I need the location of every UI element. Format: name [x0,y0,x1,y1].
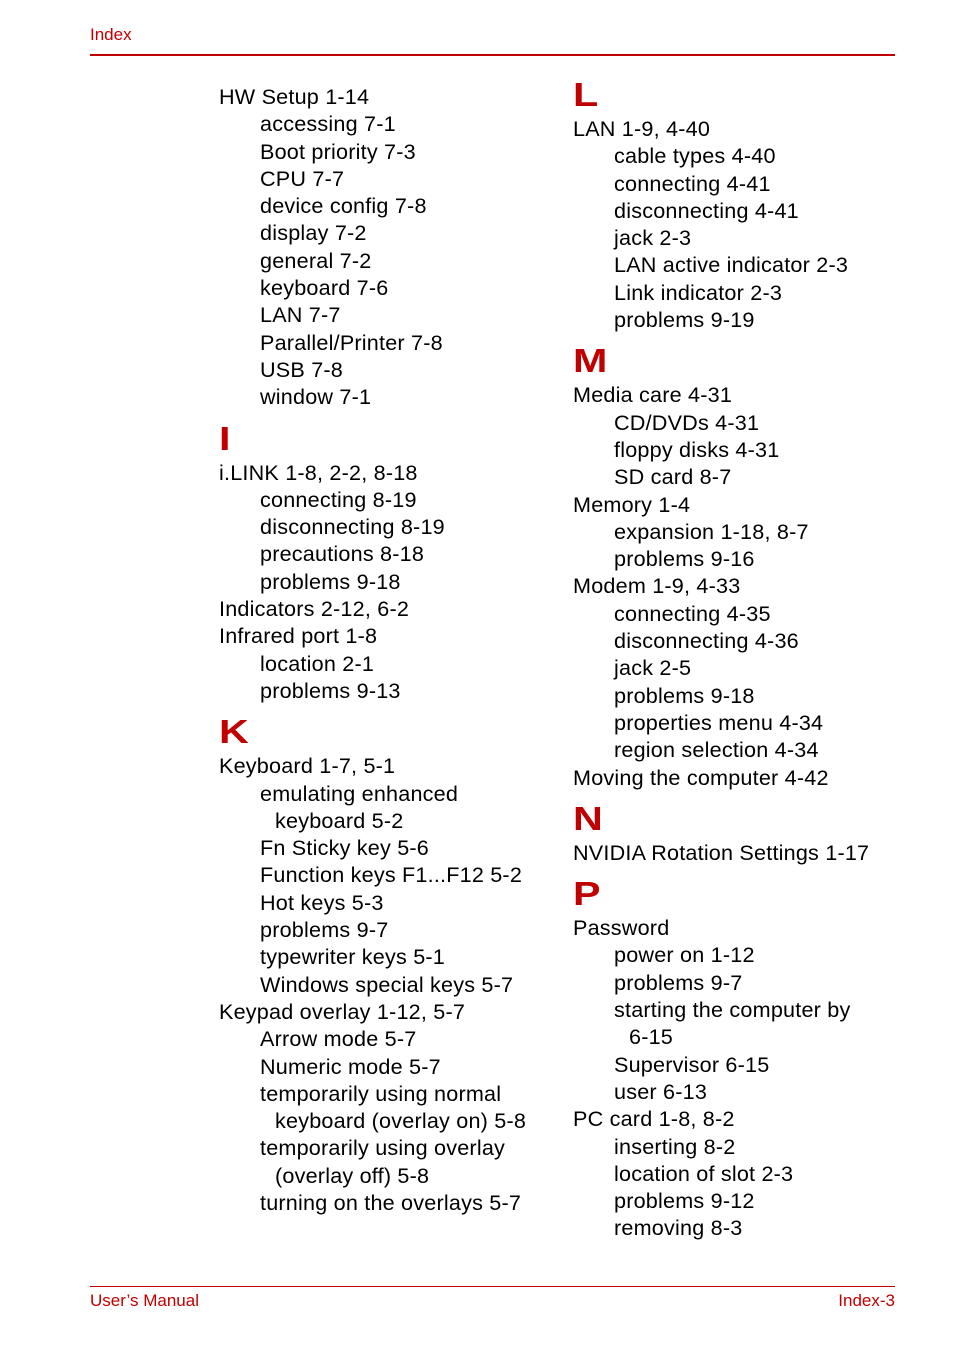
index-subentry: problems 9-12 [614,1188,755,1214]
index-subentry: Function keys F1...F12 5-2 [260,862,523,888]
index-subentry: Boot priority 7-3 [260,138,416,164]
index-subentry: keyboard 5-2 [275,807,404,833]
section-letter: I [219,419,231,457]
index-subentry: inserting 8-2 [614,1133,736,1159]
index-subentry: user 6-13 [614,1078,708,1104]
index-entry: Media care 4-31 [573,382,733,408]
index-subentry: power on 1-12 [614,942,755,968]
index-subentry: disconnecting 4-41 [614,197,799,223]
index-subentry: problems 9-16 [614,546,755,572]
index-entry: Moving the computer 4-42 [573,764,829,790]
footer-rule [90,1286,895,1287]
index-entry: Password [573,915,670,941]
index-subentry: 6-15 [629,1024,674,1050]
index-subentry: LAN active indicator 2-3 [614,252,849,278]
index-subentry: jack 2-5 [614,655,692,681]
index-entry: Memory 1-4 [573,491,691,517]
index-subentry: typewriter keys 5-1 [260,944,446,970]
index-subentry: device config 7-8 [260,193,427,219]
index-subentry: removing 8-3 [614,1215,743,1241]
index-subentry: disconnecting 8-19 [260,514,445,540]
index-subentry: CPU 7-7 [260,165,345,191]
index-subentry: problems 9-7 [260,917,389,943]
index-subentry: connecting 4-35 [614,600,771,626]
index-subentry: USB 7-8 [260,356,344,382]
index-column-left [219,83,559,1216]
index-subentry: expansion 1-18, 8-7 [614,518,809,544]
index-subentry: location of slot 2-3 [614,1160,794,1186]
index-subentry: Arrow mode 5-7 [260,1026,417,1052]
running-header: Index [90,25,132,44]
index-entry: Infrared port 1-8 [219,623,378,649]
index-entry: Modem 1-9, 4-33 [573,573,741,599]
index-subentry: starting the computer by [614,997,851,1023]
section-letter: N [573,799,603,837]
index-subentry: temporarily using normal [260,1080,502,1106]
index-subentry: cable types 4-40 [614,143,776,169]
index-entry: Indicators 2-12, 6-2 [219,596,410,622]
footer-page-number: Index-3 [838,1291,895,1310]
index-subentry: Parallel/Printer 7-8 [260,329,443,355]
section-letter: P [573,875,601,913]
index-subentry: window 7-1 [260,384,372,410]
index-subentry: problems 9-19 [614,307,755,333]
index-entry: i.LINK 1-8, 2-2, 8-18 [219,459,418,485]
index-subentry: location 2-1 [260,650,375,676]
index-subentry: problems 9-18 [260,568,401,594]
index-subentry: floppy disks 4-31 [614,436,780,462]
index-subentry: LAN 7-7 [260,302,341,328]
index-subentry: general 7-2 [260,247,372,273]
index-subentry: Hot keys 5-3 [260,889,384,915]
index-subentry: SD card 8-7 [614,464,732,490]
index-entry: LAN 1-9, 4-40 [573,116,711,141]
index-subentry: connecting 8-19 [260,486,417,512]
index-subentry: Fn Sticky key 5-6 [260,835,430,861]
index-subentry: display 7-2 [260,220,367,246]
footer-manual-title: User’s Manual [90,1291,199,1310]
index-subentry: connecting 4-41 [614,170,771,196]
index-entry: NVIDIA Rotation Settings 1-17 [573,839,870,865]
index-entry: PC card 1-8, 8-2 [573,1106,735,1132]
index-subentry: disconnecting 4-36 [614,628,799,654]
index-subentry: temporarily using overlay [260,1135,506,1161]
index-subentry: Link indicator 2-3 [614,279,783,305]
index-subentry: problems 9-18 [614,682,755,708]
index-subentry: problems 9-7 [614,969,743,995]
index-subentry: keyboard 7-6 [260,275,389,301]
index-subentry: jack 2-3 [614,225,692,251]
index-subentry: problems 9-13 [260,677,401,703]
index-entry: Keypad overlay 1-12, 5-7 [219,998,466,1024]
section-letter: L [573,76,599,113]
index-subentry: Supervisor 6-15 [614,1051,770,1077]
index-subentry: turning on the overlays 5-7 [260,1189,522,1215]
section-letter: M [573,342,608,380]
index-entry: HW Setup 1-14 [219,84,370,109]
index-subentry: properties menu 4-34 [614,709,824,735]
index-subentry: CD/DVDs 4-31 [614,409,760,435]
index-subentry: Numeric mode 5-7 [260,1053,441,1079]
index-entry: Keyboard 1-7, 5-1 [219,753,396,779]
header-rule [90,54,895,56]
index-subentry: precautions 8-18 [260,541,425,567]
section-letter: K [219,713,249,751]
index-subentry: accessing 7-1 [260,111,396,137]
index-subentry: region selection 4-34 [614,737,819,763]
index-subentry: keyboard (overlay on) 5-8 [275,1108,527,1134]
index-subentry: (overlay off) 5-8 [275,1162,430,1188]
index-subentry: emulating enhanced [260,780,459,806]
index-subentry: Windows special keys 5-7 [260,971,514,997]
index-column-right [573,76,913,1242]
